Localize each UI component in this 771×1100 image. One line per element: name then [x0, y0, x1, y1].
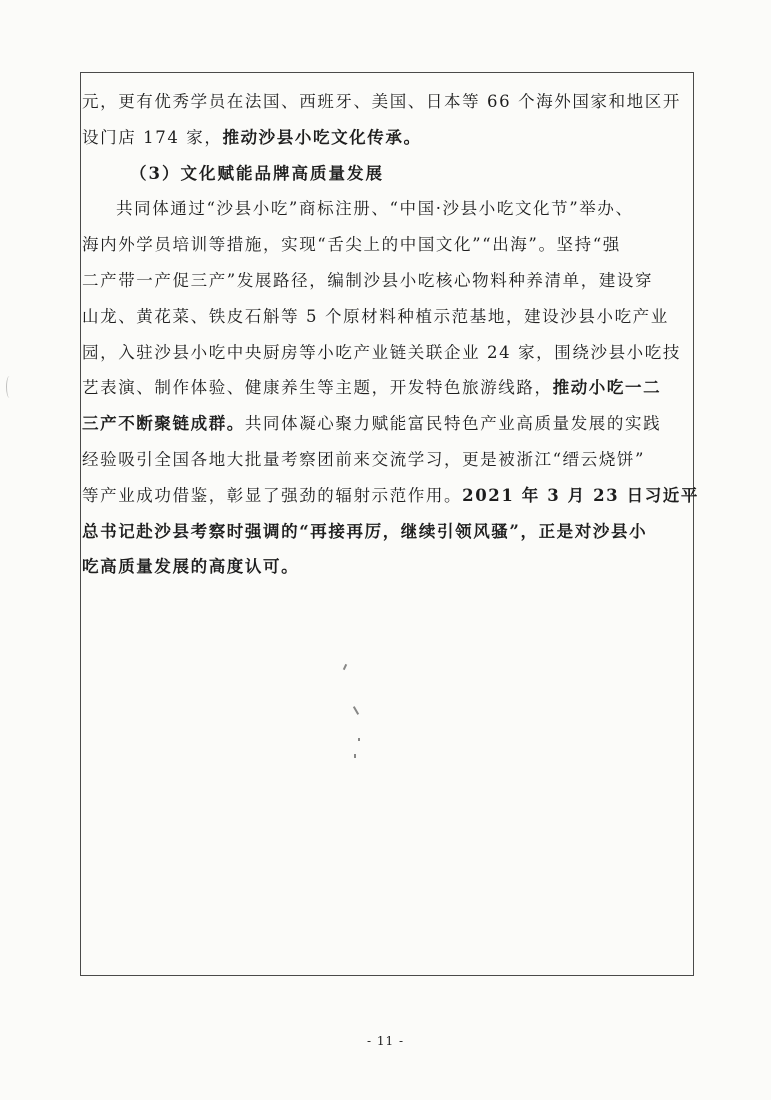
emphasis-text: 推动小吃一二 [552, 378, 662, 398]
text-line [82, 478, 699, 514]
paragraph-text: 共同体通过“沙县小吃”商标注册、“中国·沙县小吃文化节”举办、 [116, 199, 634, 219]
scan-edge-mark [6, 376, 13, 398]
page-number: - 11 - [366, 1034, 404, 1048]
text-line [82, 514, 692, 550]
paragraph-text: 设门店 174 家， [82, 127, 223, 147]
document-body [82, 84, 699, 585]
scan-speck [358, 738, 360, 741]
section-heading: （3）文化赋能品牌高质量发展 [130, 163, 384, 183]
paragraph-text: 园，入驻沙县小吃中央厨房等小吃产业链关联企业 24 家，围绕沙县小吃技 [82, 342, 681, 362]
emphasis-text: 三产不断聚链成群。 [82, 414, 245, 434]
paragraph-text: 经验吸引全国各地大批量考察团前来交流学习，更是被浙江“缙云烧饼” [82, 449, 646, 469]
text-line [82, 299, 692, 335]
text-line [82, 263, 692, 299]
text-line [82, 227, 692, 263]
emphasis-text: 吃高质量发展的高度认可。 [82, 557, 300, 577]
paragraph-text: 海内外学员培训等措施，实现“舌尖上的中国文化”“出海”。坚持“强 [82, 235, 621, 255]
paragraph-text: 二产带一产促三产”发展路径，编制沙县小吃核心物料种养清单，建设穿 [82, 270, 654, 290]
emphasis-text: 总书记赴沙县考察时强调的“再接再厉，继续引领风骚”，正是对沙县小 [82, 521, 648, 541]
scan-speck [354, 754, 356, 758]
text-line [82, 120, 692, 156]
text-line [82, 370, 692, 406]
text-line [82, 191, 692, 227]
text-line [82, 406, 692, 442]
paragraph-text: 元，更有优秀学员在法国、西班牙、美国、日本等 66 个海外国家和地区开 [82, 92, 681, 111]
text-line [82, 84, 692, 120]
text-line [82, 549, 692, 585]
emphasis-text: 推动沙县小吃文化传承。 [222, 127, 422, 147]
emphasis-text: 2021 年 3 月 23 日习近平 [462, 485, 699, 505]
paragraph-text: 等产业成功借鉴，彰显了强劲的辐射示范作用。 [82, 485, 463, 505]
text-line [82, 442, 692, 478]
text-line [82, 335, 692, 371]
paragraph-text: 共同体凝心聚力赋能富民特色产业高质量发展的实践 [244, 414, 662, 434]
paragraph-text: 山龙、黄花菜、铁皮石斛等 5 个原材料种植示范基地，建设沙县小吃产业 [82, 306, 669, 326]
paragraph-text: 艺表演、制作体验、健康养生等主题，开发特色旅游线路， [82, 378, 553, 398]
